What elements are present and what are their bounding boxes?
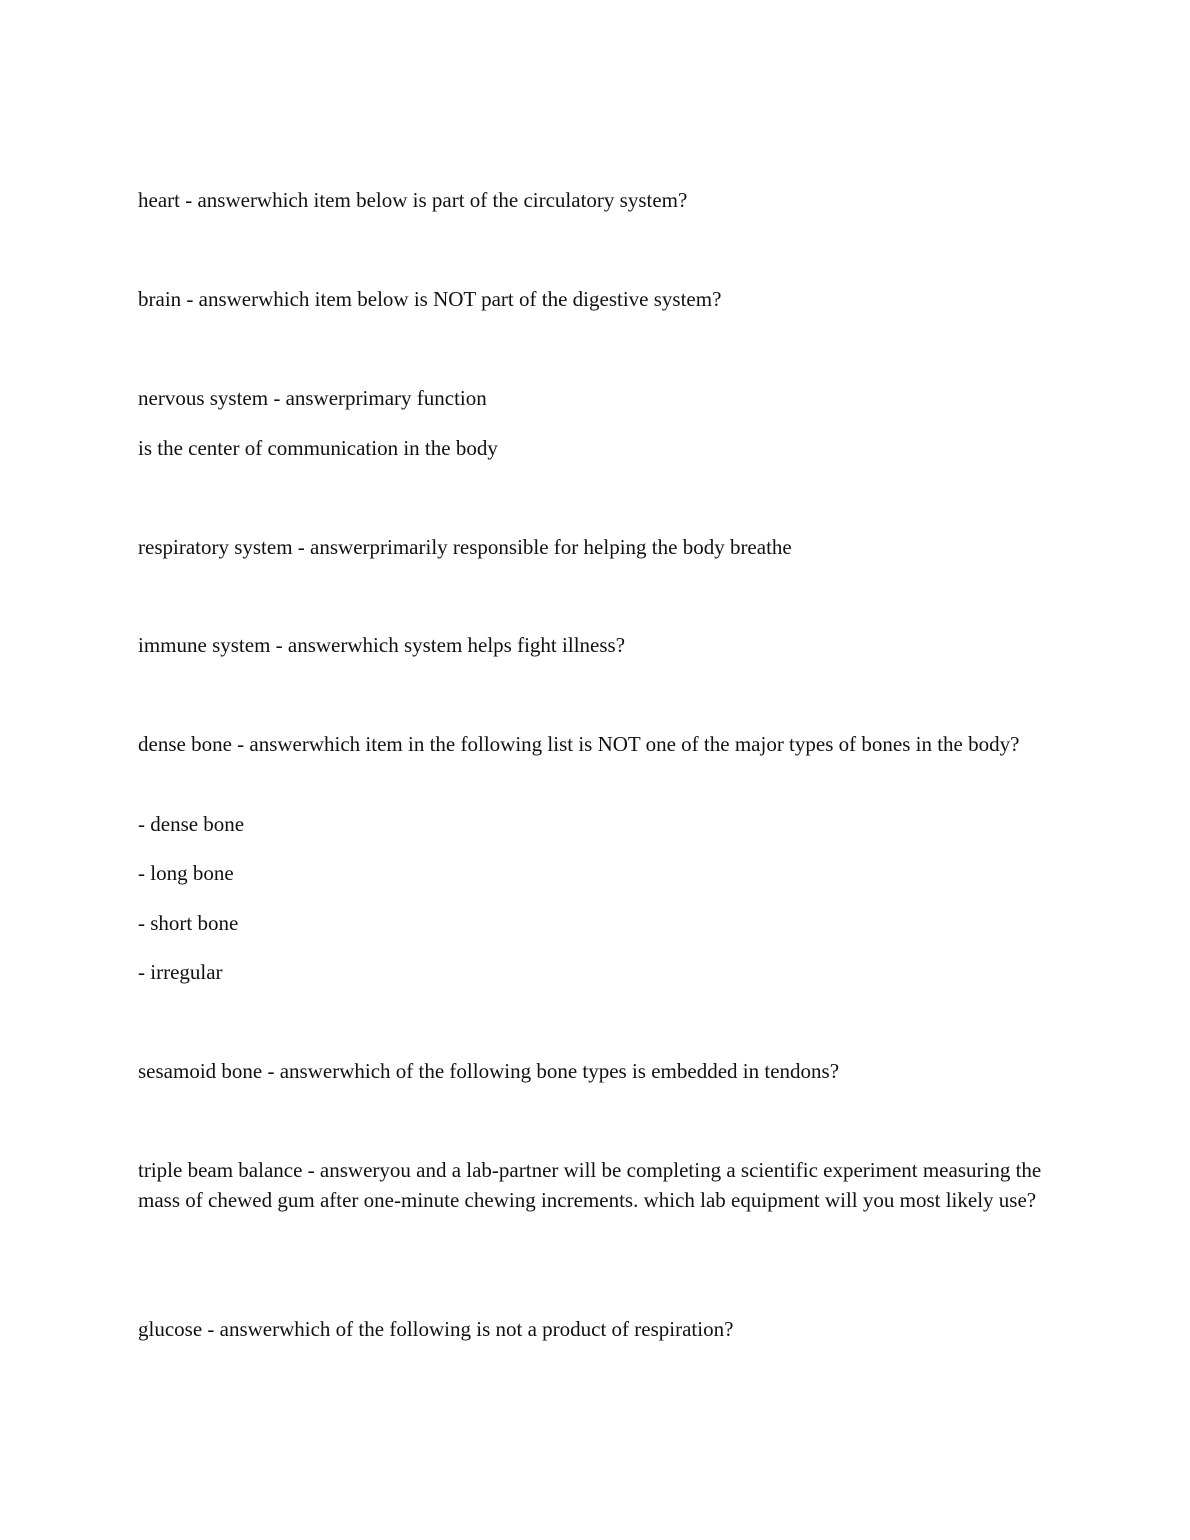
qa-nervous-system: nervous system - answerprimary function [138, 386, 487, 410]
qa-brain: brain - answerwhich item below is NOT part of the digestive system? [138, 287, 722, 311]
list-item: - short bone [138, 911, 239, 935]
list-item: - irregular [138, 960, 223, 984]
qa-respiratory-system: respiratory system - answerprimarily responsible for helping the body breathe [138, 535, 792, 559]
list-item: - long bone [138, 861, 234, 885]
qa-immune-system: immune system - answerwhich system helps fight illness? [138, 633, 626, 657]
qa-sesamoid-bone: sesamoid bone - answerwhich of the following bone types is embedded in tendons? [138, 1059, 840, 1083]
list-item: - dense bone [138, 812, 245, 836]
qa-heart: heart - answerwhich item below is part of the circulatory system? [138, 188, 688, 212]
qa-glucose: glucose - answerwhich of the following is not a product of respiration? [138, 1317, 734, 1341]
qa-triple-beam-balance: triple beam balance - answeryou and a lab-partner will be completing a scientific experiment measuring the mass of chewed gum after one-minute chewing increments. which lab equipment will you most likely use? [138, 1158, 1042, 1212]
qa-dense-bone: dense bone - answerwhich item in the following list is NOT one of the major types of bones in the body? [138, 732, 1020, 756]
qa-nervous-system-continued: is the center of communication in the body [138, 436, 498, 460]
